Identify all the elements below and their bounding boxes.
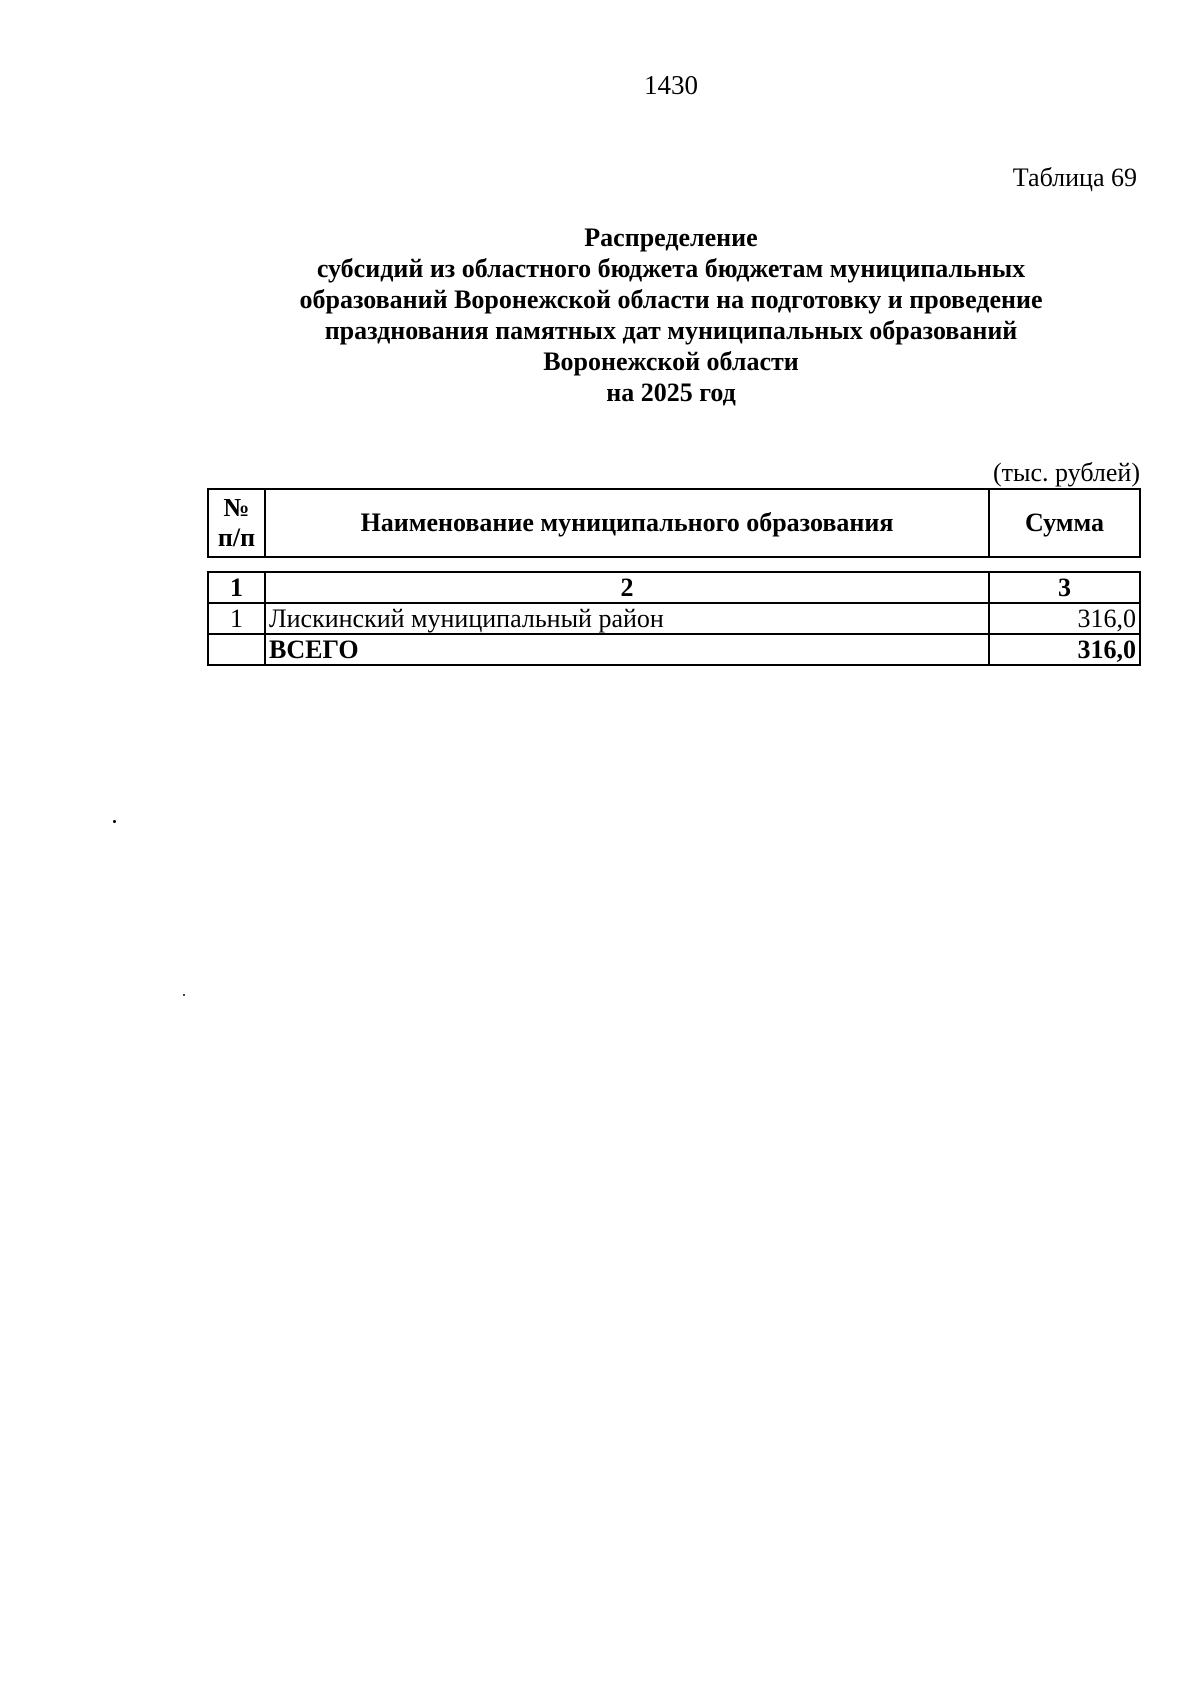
header-row xyxy=(208,489,1140,557)
title-line-6: на 2025 год xyxy=(606,378,736,407)
total-sum-cell: 316,0 xyxy=(989,634,1140,665)
total-row xyxy=(208,634,1140,665)
row-num-cell: 1 xyxy=(208,603,265,634)
row-sum-cell: 316,0 xyxy=(989,603,1140,634)
table-label: Таблица 69 xyxy=(1012,163,1137,192)
table-body xyxy=(207,571,1141,666)
total-num-cell xyxy=(208,634,265,665)
table-row xyxy=(208,603,1140,634)
title-line-3: образований Воронежской области на подготовку и проведение xyxy=(299,285,1043,314)
header-sum-cell: Сумма xyxy=(989,489,1140,557)
scan-speck xyxy=(113,820,116,823)
title-line-1: Распределение xyxy=(584,223,758,252)
scan-speck xyxy=(183,994,185,996)
column-number-2: 2 xyxy=(265,572,989,603)
column-number-row xyxy=(208,572,1140,603)
header-num-cell xyxy=(208,489,265,557)
title-line-4: празднования памятных дат муниципальных образований xyxy=(324,316,1018,345)
title-line-5: Воронежской области xyxy=(543,347,799,376)
row-name-cell: Лискинский муниципальный район xyxy=(265,603,989,634)
title-line-2: субсидий из областного бюджета бюджетам муниципальных xyxy=(316,254,1026,283)
table-header xyxy=(207,488,1141,558)
document-title xyxy=(200,222,1142,408)
column-number-1: 1 xyxy=(208,572,265,603)
column-number-3: 3 xyxy=(989,572,1140,603)
header-name-cell: Наименование муниципального образования xyxy=(265,489,989,557)
page-number: 1430 xyxy=(644,70,698,100)
header-num-abbrev: п/п xyxy=(217,523,256,552)
units-label: (тыс. рублей) xyxy=(992,458,1140,487)
header-num-symbol: № xyxy=(223,493,250,522)
total-label-cell: ВСЕГО xyxy=(265,634,989,665)
